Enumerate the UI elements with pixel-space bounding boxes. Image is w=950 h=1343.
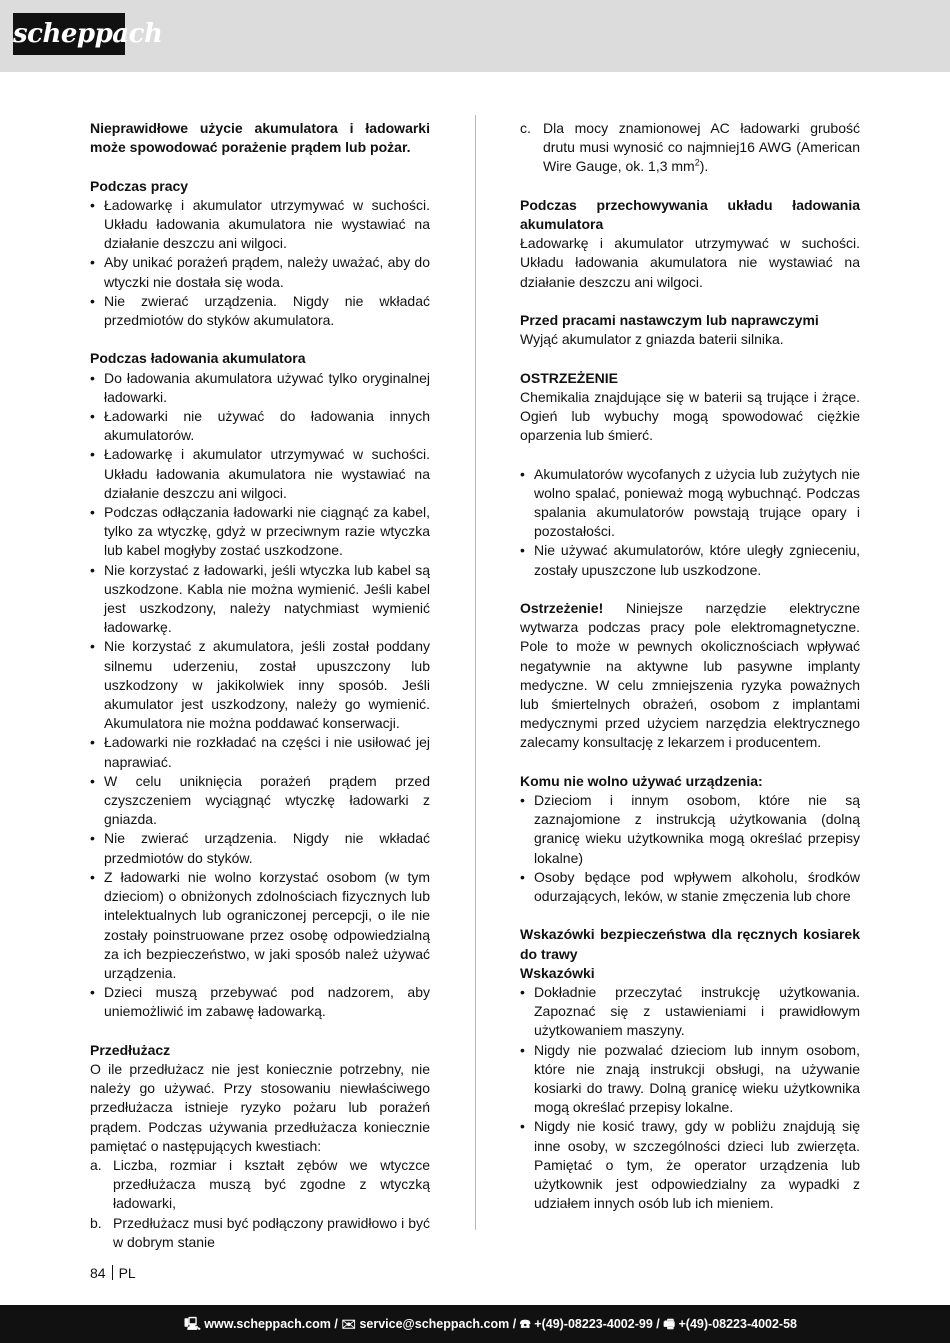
warning-heading: OSTRZEŻENIE: [520, 369, 619, 386]
list-item: • Dzieciom i innym osobom, które nie są zaznajomione z instrukcją użytkowania (dolną granicę wieku użytkownika mogą określać przepisy lokalne): [520, 791, 860, 868]
extension-list-continued: [520, 119, 860, 177]
list-marker: c.: [520, 120, 531, 136]
website-link[interactable]: www.scheppach.com: [204, 1317, 331, 1331]
repair-text: Wyjąć akumulator z gniazda baterii silnika.: [520, 331, 784, 348]
mail-icon: ✉: [341, 1317, 356, 1331]
list-item: • Ładowarki nie używać do ładowania innych akumulatorów.: [90, 407, 430, 445]
intro-warning: Nieprawidłowe użycie akumulatora i ładowarki może spowodować porażenie prądem lub pożar.: [90, 120, 430, 156]
work-list: [90, 196, 430, 330]
fax-number: +(49)-08223-4002-58: [678, 1317, 797, 1331]
storage-heading: Podczas przechowywania układu ładowania akumulatora: [520, 196, 860, 232]
list-item-text: Liczba, rozmiar i kształt zębów we wtyczce przedłużacza muszą być zgodne z wtyczką ładowarki,: [113, 1156, 430, 1212]
list-marker: b.: [90, 1214, 102, 1231]
charging-heading: Podczas ładowania akumulatora: [90, 350, 306, 367]
mower-heading: Wskazówki bezpieczeństwa dla ręcznych kosiarek do trawy: [520, 926, 860, 962]
list-item: • Nie korzystać z akumulatora, jeśli został poddany silnemu uderzeniu, został upuszczony lub uszkodzony w jakikolwiek inny sposób. Jeśli akumulator jest uszkodzony, należy go wymienić. Akumulatora nie można poddawać konserwacji.: [90, 637, 430, 733]
list-item: • Dokładnie przeczytać instrukcję użytkowania. Zapoznać się z ustawieniami i prawidłowym użytkowaniem maszyny.: [520, 983, 860, 1041]
list-item: [90, 1214, 430, 1252]
list-item: • Nie zwierać urządzenia. Nigdy nie wkładać przedmiotów do styków akumulatora.: [90, 292, 430, 330]
list-item: • Ładowarki nie rozkładać na części i nie usiłować jej naprawiać.: [90, 733, 430, 771]
email-link[interactable]: service@scheppach.com: [359, 1317, 510, 1331]
phone-number: +(49)-08223-4002-99: [534, 1317, 653, 1331]
contact-line: 🖳 www.scheppach.com / ✉ service@scheppach.com / ☎ +(49)-08223-4002-99 / 🖷 +(49)-08223-4002-58: [184, 1317, 797, 1331]
em-warning-paragraph: [520, 599, 860, 753]
superscript: 2: [694, 157, 700, 168]
warning-list: [520, 465, 860, 580]
page-number-value: 84: [90, 1265, 106, 1281]
em-warning-text: Niniejsze narzędzie elektryczne wytwarza podczas pracy pole elektromagnetyczne. Pole to może w pewnych okolicznościach wpływać negatywnie na aktywne lub pasywne implanty medyczne. W celu zmniejszenia ryzyka poważnych lub śmiertelnych obrażeń, osobom z implantami medycznymi przed użyciem narzędzia elektrycznego zalecamy konsultację z lekarzem i producentem.: [520, 600, 860, 751]
tips-list: [520, 983, 860, 1213]
warning-text: Chemikalia znajdujące się w baterii są trujące i żrące. Ogień lub wybuchy mogą spowodować ciężkie oparzenia lub śmierć.: [520, 388, 860, 444]
list-item: • Ładowarkę i akumulator utrzymywać w suchości. Układu ładowania akumulatora nie wystawiać na działanie deszczu ani wilgoci.: [90, 445, 430, 503]
extension-heading: Przedłużacz: [90, 1041, 171, 1058]
list-item: • Aby unikać porażeń prądem, należy uważać, aby do wtyczki nie dostała się woda.: [90, 253, 430, 291]
list-item: • Nie zwierać urządzenia. Nigdy nie wkładać przedmiotów do styków.: [90, 829, 430, 867]
list-item: • Z ładowarki nie wolno korzystać osobom (w tym dzieciom) o obniżonych zdolnościach fizycznych lub intelektualnych lub ograniczonej percepcji, o ile nie zostały poinstruowane przez osobę odpowiedzialną za ich bezpieczeństwo, w jaki sposób należ używać urządzenia.: [90, 868, 430, 983]
list-item: • Osoby będące pod wpływem alkoholu, środków odurzających, leków, w stanie zmęczenia lub chore: [520, 868, 860, 906]
list-item: • Nie używać akumulatorów, które uległy zgnieceniu, zostały upuszczone lub uszkodzone.: [520, 541, 860, 579]
list-item: • Podczas odłączania ładowarki nie ciągnąć za kabel, tylko za wtyczkę, gdyż w przeciwnym razie wtyczka lub kabel mogłyby zostać uszkodzone.: [90, 503, 430, 561]
brand-logo: scheppach: [13, 13, 125, 55]
list-item: • W celu uniknięcia porażeń prądem przed czyszczeniem wyciągnąć wtyczkę ładowarki z gniazda.: [90, 772, 430, 830]
list-item: • Do ładowania akumulatora używać tylko oryginalnej ładowarki.: [90, 369, 430, 407]
charging-list: [90, 369, 430, 1022]
extension-list: [90, 1156, 430, 1252]
extension-text: O ile przedłużacz nie jest koniecznie potrzebny, nie należy go używać. Przy stosowaniu niewłaściwego przedłużacza istnieje ryzyko pożaru lub porażeń prądem. Podczas używania przedłużacza koniecznie pamiętać o następujących kwestiach:: [90, 1060, 430, 1154]
left-column: [90, 119, 430, 1252]
list-item: • Dzieci muszą przebywać pod nadzorem, aby uniemożliwić im zabawę ładowarką.: [90, 983, 430, 1021]
list-item: • Nie korzystać z ładowarki, jeśli wtyczka lub kabel są uszkodzone. Kabla nie można wymienić. Jeśli kabel jest uszkodzony, należy natychmiast wymienić ładowarkę.: [90, 561, 430, 638]
page-number-separator: [112, 1265, 113, 1280]
tips-heading: Wskazówki: [520, 964, 595, 981]
phone-icon: ☎: [519, 1317, 531, 1331]
who-list: [520, 791, 860, 906]
page-footer: [0, 1305, 950, 1343]
fax-icon: 🖷: [663, 1317, 676, 1331]
list-item-end: ).: [699, 158, 709, 175]
list-item-text: Przedłużacz musi być podłączony prawidłowo i być w dobrym stanie: [113, 1214, 430, 1250]
page-header: [0, 0, 950, 72]
list-item: • Nigdy nie pozwalać dzieciom lub innym osobom, które nie znają instrukcji obsługi, na używanie kosiarki do trawy. Dolną granicę wieku użytkownika mogą określać przepisy lokalne.: [520, 1041, 860, 1118]
page-language: PL: [118, 1265, 136, 1281]
who-heading: Komu nie wolno używać urządzenia:: [520, 772, 763, 789]
list-item: • Akumulatorów wycofanych z użycia lub zużytych nie wolno spalać, ponieważ mogą wybuchnąć. Podczas spalania akumulatorów powstają trujące opary i pozostałości.: [520, 465, 860, 542]
list-item: • Nigdy nie kosić trawy, gdy w pobliżu znajdują się inne osoby, w szczególności dzieci lub zwierzęta. Pamiętać o tym, że operator urządzenia lub użytkownik jest odpowiedzialny za wypadki z udziałem innych osób lub ich mieniem.: [520, 1117, 860, 1213]
list-item: [90, 1156, 430, 1214]
list-item: • Ładowarkę i akumulator utrzymywać w suchości. Układu ładowania akumulatora nie wystawiać na działanie deszczu ani wilgoci.: [90, 196, 430, 254]
work-heading: Podczas pracy: [90, 177, 189, 194]
computer-icon: 🖳: [184, 1317, 201, 1331]
em-warning-lead: Ostrzeżenie!: [520, 600, 604, 616]
list-item-text: Dla mocy znamionowej AC ładowarki grubość drutu musi wynosić co najmniej16 AWG (American Wire Gauge, ok. 1,3 mm: [543, 120, 860, 175]
list-marker: a.: [90, 1156, 102, 1173]
repair-heading: Przed pracami nastawczym lub naprawczymi: [520, 312, 819, 328]
list-item: [520, 119, 860, 177]
right-column: [520, 119, 860, 1213]
storage-text: Ładowarkę i akumulator utrzymywać w suchości. Układu ładowania akumulatora nie wystawiać na działanie deszczu ani wilgoci.: [520, 235, 860, 290]
column-divider: [475, 115, 476, 1230]
page-number: [90, 1265, 136, 1281]
